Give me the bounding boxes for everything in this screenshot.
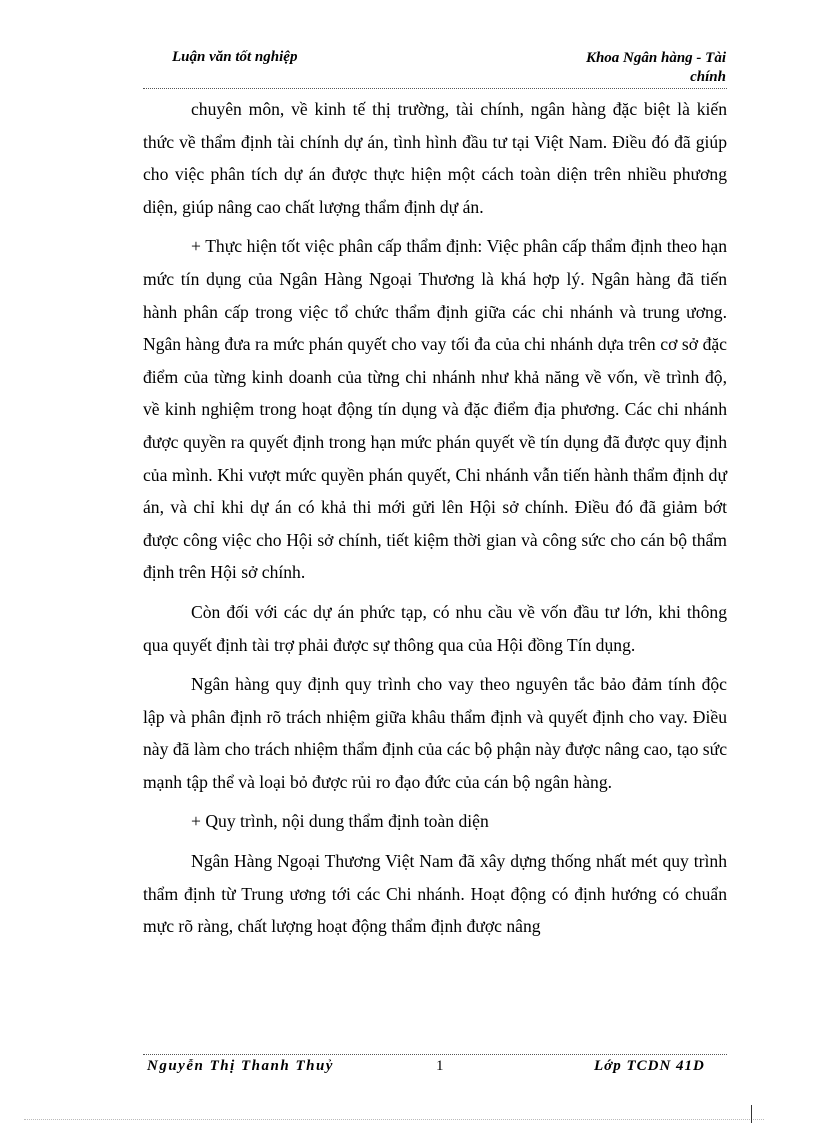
footer-divider (143, 1054, 727, 1055)
document-body (143, 93, 727, 950)
header-divider (143, 88, 727, 89)
footer-author: Nguyễn Thị Thanh Thuỷ (147, 1058, 334, 1074)
paragraph-2: + Thực hiện tốt việc phân cấp thẩm định: Việc phân cấp thẩm định theo hạn mức tín dụng của Ngân Hàng Ngoại Thương là khá hợp lý. Ngân hàng đã tiến hành phân cấp trong việc tổ chức thẩm định giữa các chi nhánh và trung ương. Ngân hàng đưa ra mức phán quyết cho vay tối đa của chi nhánh dựa trên cơ sở đặc điểm của từng kinh doanh của từng chi nhánh như khả năng về vốn, về trình độ, về kinh nghiệm trong hoạt động tín dụng và đặc điểm địa phương. Các chi nhánh được quyền ra quyết định trong hạn mức phán quyết về tín dụng đã được quy định của mình. Khi vượt mức quyền phán quyết, Chi nhánh vẫn tiến hành thẩm định dự án, và chỉ khi dự án có khả thi mới gửi lên Hội sở chính. Điều đó đã giảm bớt được công việc cho Hội sở chính, tiết kiệm thời gian và công sức cho cán bộ thẩm định trên Hội sở chính. (143, 236, 727, 583)
header-title-left: Luận văn tốt nghiệp (172, 49, 298, 65)
paragraph-4: Ngân hàng quy định quy trình cho vay theo nguyên tắc bảo đảm tính độc lập và phân định rõ trách nhiệm giữa khâu thẩm định và quyết định cho vay. Điều này đã làm cho trách nhiệm thẩm định của các bộ phận này được nâng cao, tạo sức mạnh tập thể và loại bỏ được rủi ro đạo đức của cán bộ ngân hàng. (143, 674, 727, 792)
paragraph-3: Còn đối với các dự án phức tạp, có nhu cầu về vốn đầu tư lớn, khi thông qua quyết định tài trợ phải được sự thông qua của Hội đồng Tín dụng. (143, 601, 727, 655)
page-corner-mark (751, 1105, 752, 1123)
footer-class: Lớp TCDN 41D (594, 1058, 705, 1074)
paragraph-5: + Quy trình, nội dung thẩm định toàn diện (191, 811, 489, 832)
paragraph-6: Ngân Hàng Ngoại Thương Việt Nam đã xây dựng thống nhất mét quy trình thẩm định từ Trung ương tới các Chi nhánh. Hoạt động có định hướng có chuẩn mực rõ ràng, chất lượng hoạt động thẩm định được nâng (143, 851, 727, 937)
header-title-right: Khoa Ngân hàng - Tài chính (585, 50, 726, 85)
page-boundary-line (24, 1119, 764, 1120)
paragraph-1: chuyên môn, về kinh tế thị trường, tài chính, ngân hàng đặc biệt là kiến thức về thẩm định tài chính dự án, tình hình đầu tư tại Việt Nam. Điều đó đã giúp cho việc phân tích dự án được thực hiện một cách toàn diện trên nhiều phương diện, giúp nâng cao chất lượng thẩm định dự án. (143, 99, 727, 217)
page-number: 1 (436, 1058, 444, 1074)
